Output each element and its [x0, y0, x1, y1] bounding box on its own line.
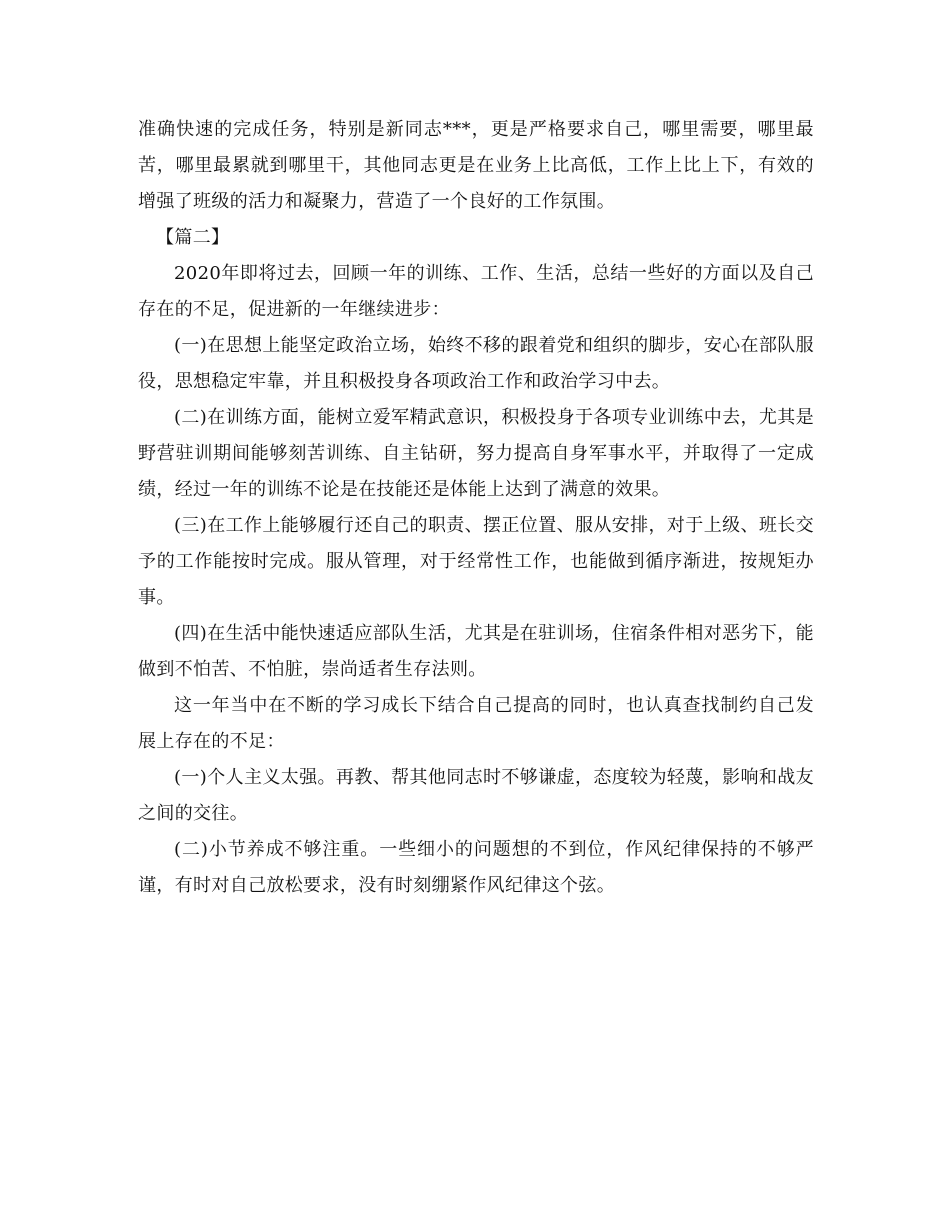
paragraph-intro: 2020年即将过去，回顾一年的训练、工作、生活，总结一些好的方面以及自己存在的不足，促进新的一年继续进步：: [138, 263, 814, 320]
paragraph-continuation: 准确快速的完成任务，特别是新同志***，更是严格要求自己，哪里需要，哪里最苦，哪里最累就到哪里干，其他同志更是在业务上比高低，工作上比上下，有效的增强了班级的活力和凝聚力，营造了一个良好的工作氛围。: [138, 119, 814, 212]
paragraph-shortcomings-intro: 这一年当中在不断的学习成长下结合自己提高的同时，也认真查找制约自己发展上存在的不足：: [138, 695, 814, 752]
paragraph-shortcoming-2: (二)小节养成不够注重。一些细小的问题想的不到位，作风纪律保持的不够严谨，有时对自己放松要求，没有时刻绷紧作风纪律这个弦。: [138, 839, 814, 896]
paragraph-shortcoming-1: (一)个人主义太强。再教、帮其他同志时不够谦虚，态度较为轻蔑，影响和战友之间的交往。: [138, 767, 814, 824]
paragraph-item-1: (一)在思想上能坚定政治立场，始终不移的跟着党和组织的脚步，安心在部队服役，思想稳定牢靠，并且积极投身各项政治工作和政治学习中去。: [138, 335, 814, 392]
paragraph-item-4: (四)在生活中能快速适应部队生活，尤其是在驻训场，住宿条件相对恶劣下，能做到不怕苦、不怕脏，崇尚适者生存法则。: [138, 623, 814, 680]
paragraph-item-2: (二)在训练方面，能树立爱军精武意识，积极投身于各项专业训练中去，尤其是野营驻训期间能够刻苦训练、自主钻研，努力提高自身军事水平，并取得了一定成绩，经过一年的训练不论是在技能还是体能上达到了满意的效果。: [138, 407, 814, 500]
document-body: [138, 112, 814, 904]
section-heading: 【篇二】: [156, 227, 230, 248]
paragraph-item-3: (三)在工作上能够履行还自己的职责、摆正位置、服从安排，对于上级、班长交予的工作能按时完成。服从管理，对于经常性工作，也能做到循序渐进，按规矩办事。: [138, 515, 814, 608]
